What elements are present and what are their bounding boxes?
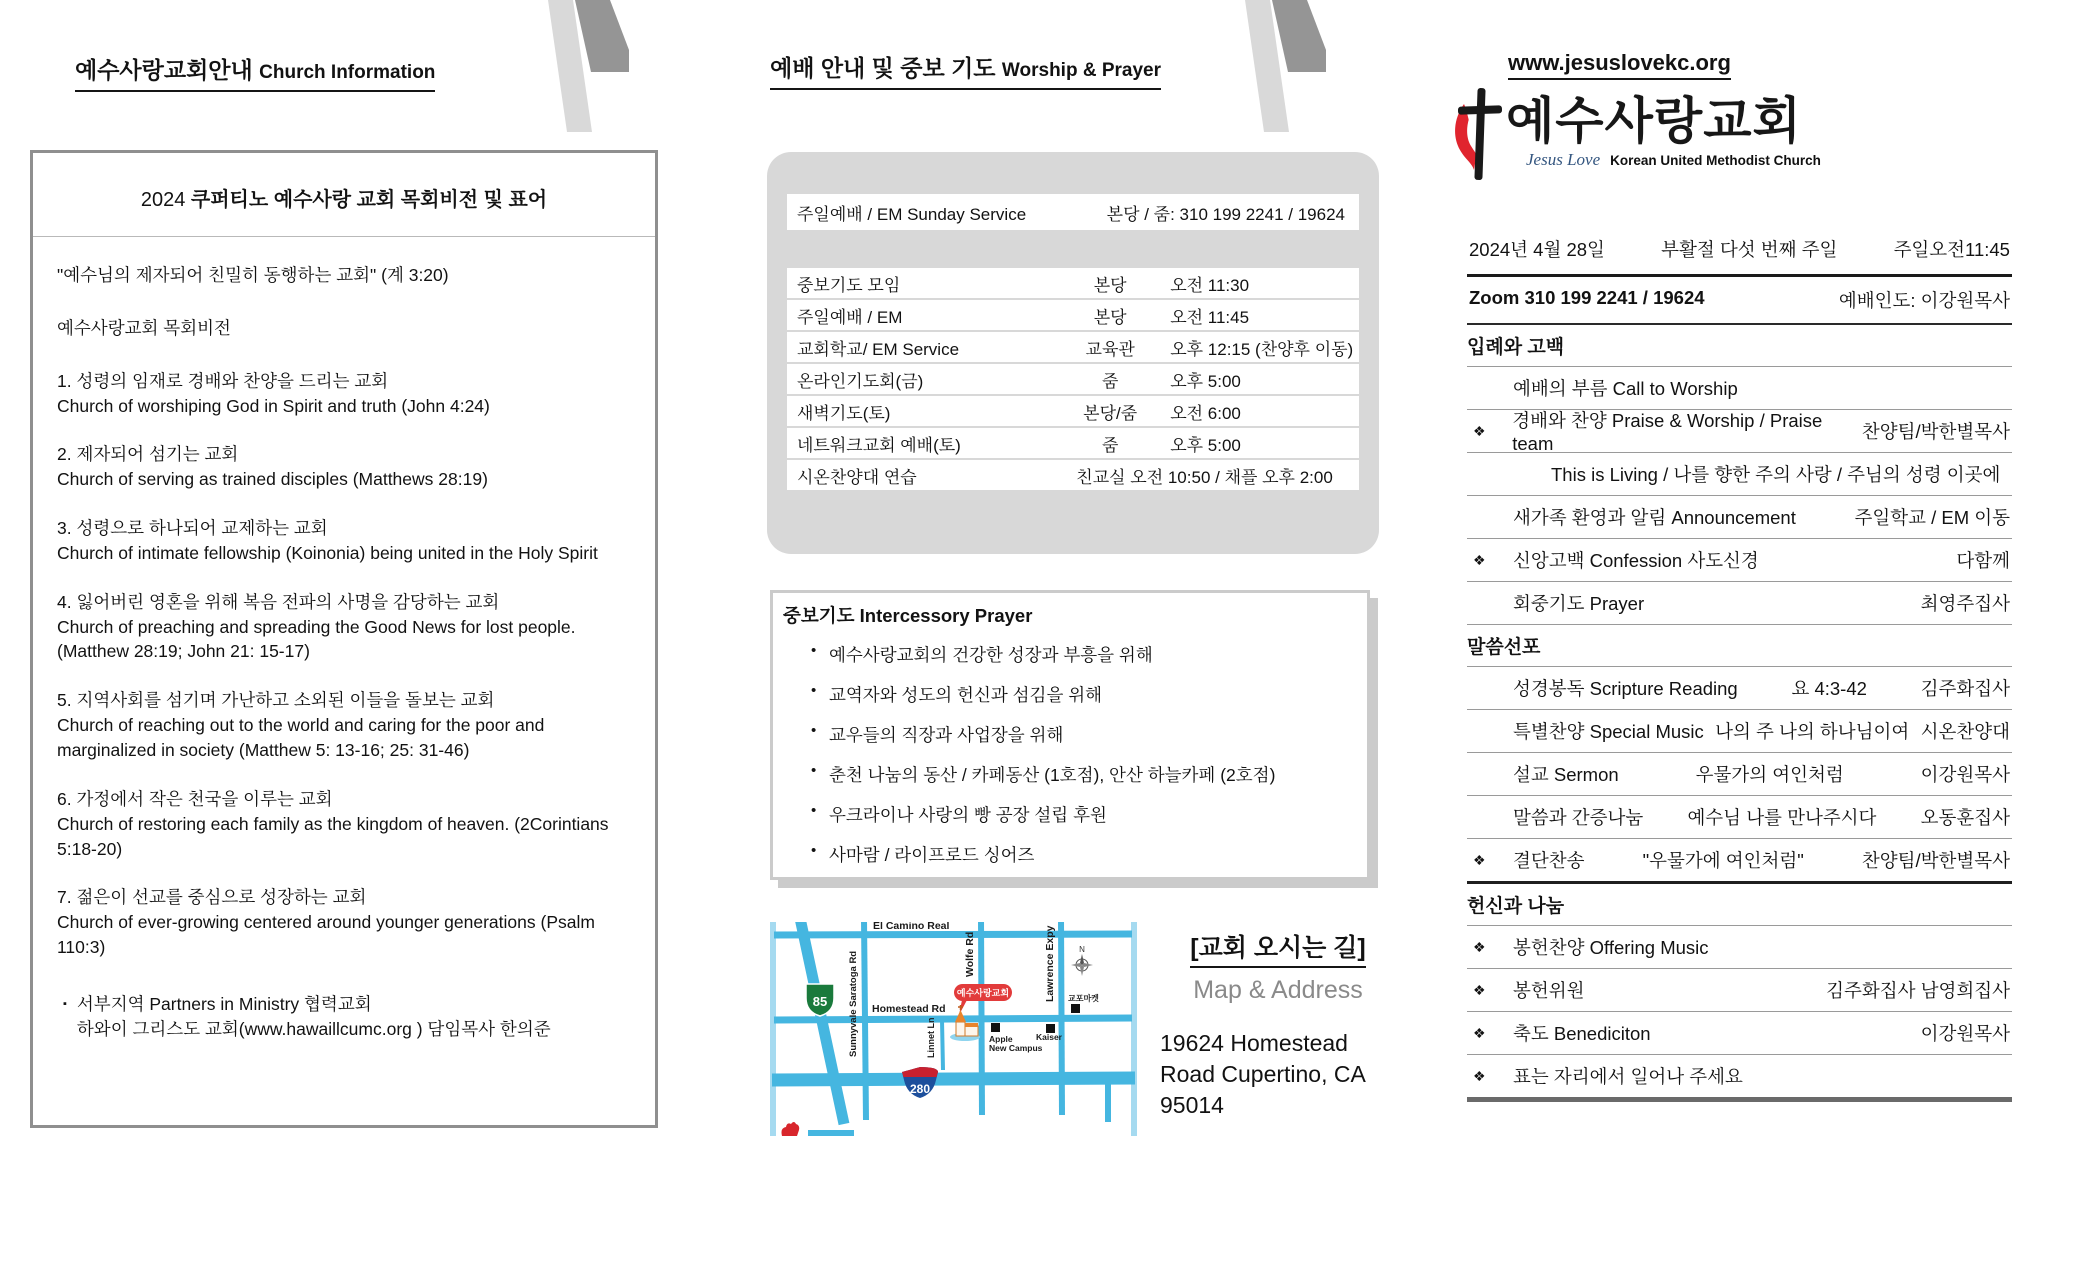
worship-row-left: 축도 Benediciton <box>1513 1023 1651 1044</box>
square-bullet-icon: ▪ <box>63 997 67 1010</box>
partner-note <box>57 992 633 1042</box>
worship-row-right: 김주화집사 <box>1920 678 2010 699</box>
svg-text:N: N <box>1079 945 1085 954</box>
worship-row-left: 말씀과 간증나눔 <box>1513 807 1644 828</box>
church-map <box>770 922 1140 1136</box>
worship-row-right: 이강원목사 <box>1920 764 2010 785</box>
svg-text:Lawrence Expy: Lawrence Expy <box>1044 925 1056 1002</box>
schedule-row <box>787 396 1359 426</box>
prayer-item: • 사마람 / 라이프로드 싱어즈 <box>829 842 1357 867</box>
vision-item-en: Church of preaching and spreading the Good News for lost people. (Matthew 28:19; John 21: 15-17) <box>57 616 576 662</box>
worship-row-right: 시온찬양대 <box>1920 721 2010 742</box>
worship-row <box>1467 582 2012 625</box>
vision-item-en: Church of intimate fellowship (Koinonia) being united in the Holy Spirit <box>57 542 598 563</box>
worship-row <box>1467 453 2012 496</box>
vision-item <box>57 688 633 763</box>
schedule-time: 오후 5:00 <box>1170 371 1241 391</box>
logo-script-text: Jesus Love <box>1526 150 1601 169</box>
church-logo <box>1450 86 1821 182</box>
schedule-name: 시온찬양대 연습 <box>797 467 917 487</box>
svg-text:New Campus: New Campus <box>989 1043 1043 1053</box>
schedule-place: 본당 <box>1093 275 1127 295</box>
church-address <box>1160 1028 1395 1121</box>
worship-leader: 예배인도: 이강원목사 <box>1838 290 2010 311</box>
svg-text:280: 280 <box>909 1082 931 1096</box>
map-heading-en: Map & Address <box>1193 976 1363 1004</box>
worship-row <box>1467 796 2012 839</box>
worship-row-right: 주일학교 / EM 이동 <box>1854 507 2010 528</box>
vision-item-en: Church of reaching out to the world and caring for the poor and marginalized in society (Matthew 5: 13-16; 25: 31-46) <box>57 715 545 760</box>
cross-bullet-icon: ❖ <box>1473 422 1486 439</box>
vision-box <box>30 150 658 1128</box>
svg-text:Apple: Apple <box>989 1034 1013 1044</box>
schedule-time: 오후 12:15 (찬양후 이동) <box>1170 339 1354 359</box>
vision-item-en: Church of serving as trained disciples (Matthews 28:19) <box>57 469 488 490</box>
zoom-info-row <box>1467 277 2012 323</box>
intercessory-prayer-box <box>770 590 1370 880</box>
worship-row-left: 경배와 찬양 Praise & Worship / Praise team <box>1512 410 1823 454</box>
schedule-place: 줌 <box>1101 435 1119 455</box>
schedule-time: 오전 6:00 <box>1170 403 1241 423</box>
schedule-header-left: 주일예배 / EM Sunday Service <box>797 204 1027 224</box>
left-header-en: Church Information <box>259 62 436 83</box>
worship-section-title: 헌신과 나눔 <box>1467 884 2012 926</box>
logo-subtitle <box>1526 150 1821 170</box>
svg-text:예수사랑교회: 예수사랑교회 <box>956 988 1010 998</box>
worship-row <box>1467 410 2012 453</box>
vision-body <box>33 237 655 1042</box>
middle-header-en: Worship & Prayer <box>1001 60 1162 81</box>
svg-text:Wolfe Rd: Wolfe Rd <box>964 931 976 977</box>
worship-row-center: 나의 주 나의 하나님이여 <box>1715 721 1910 742</box>
schedule-header-row <box>787 194 1359 230</box>
schedule-name: 교회학교/ EM Service <box>797 339 960 359</box>
left-header-ko: 예수사랑교회안내 <box>75 57 260 83</box>
partner-line1: 서부지역 Partners in Ministry 협력교회 <box>76 993 372 1014</box>
service-date: 2024년 4월 28일 <box>1469 239 1605 260</box>
map-heading-ko: [교회 오시는 길] <box>1190 928 1365 968</box>
svg-text:85: 85 <box>812 994 828 1009</box>
worship-row <box>1467 753 2012 796</box>
worship-row-right: 최영주집사 <box>1920 593 2010 614</box>
apple-campus-marker <box>991 1023 1000 1032</box>
svg-text:Linnet Ln: Linnet Ln <box>926 1017 936 1058</box>
address-line1: 19624 Homestead <box>1160 1030 1348 1056</box>
worship-section-title: 말씀선포 <box>1467 625 2012 667</box>
schedule-row <box>787 428 1359 458</box>
prayer-item: • 교우들의 직장과 사업장을 위해 <box>829 722 1357 747</box>
schedule-name: 중보기도 모임 <box>797 275 901 295</box>
prayer-item: • 예수사랑교회의 건강한 성장과 부흥을 위해 <box>829 642 1357 667</box>
order-of-worship <box>1467 232 2012 1102</box>
worship-row-left: 신앙고백 Confession 사도신경 <box>1513 550 1759 571</box>
schedule-time: 오전 11:30 <box>1170 275 1250 295</box>
vision-item <box>57 885 633 960</box>
worship-sections <box>1467 325 2012 1102</box>
worship-row <box>1467 926 2012 969</box>
vision-box-title-text: 쿠퍼티노 예수사랑 교회 목회비전 및 표어 <box>190 189 548 211</box>
worship-row-right: 오동훈집사 <box>1920 807 2010 828</box>
worship-row-right: 찬양팀/박한별목사 <box>1861 421 2010 442</box>
worship-row-left: 표는 자리에서 일어나 주세요 <box>1513 1066 1743 1087</box>
cross-bullet-icon: ❖ <box>1473 981 1486 998</box>
schedule-time: 오후 5:00 <box>1170 435 1241 455</box>
worship-row <box>1467 1012 2012 1055</box>
vision-list <box>57 369 633 960</box>
service-time: 주일오전11:45 <box>1893 239 2010 260</box>
schedule-rows <box>787 268 1359 490</box>
vision-item-en: Church of restoring each family as the kingdom of heaven. (2Corintians 5:18-20) <box>57 813 609 859</box>
prayer-item: • 춘천 나눔의 동산 / 카페동산 (1호점), 안산 하늘카페 (2호점) <box>829 762 1357 787</box>
schedule-place: 교육관 <box>1085 339 1135 359</box>
logo-denomination: Korean United Methodist Church <box>1610 153 1821 168</box>
worship-row-center: 우물가의 여인처럼 <box>1695 764 1844 785</box>
schedule-row <box>787 300 1359 330</box>
worship-row-left: 특별찬양 Special Music <box>1513 721 1704 742</box>
schedule-place-time: 친교실 오전 10:50 / 채플 오후 2:00 <box>1076 467 1333 487</box>
schedule-name: 네트워크교회 예배(토) <box>797 435 961 455</box>
prayer-item: • 교역자와 성도의 헌신과 섬김을 위해 <box>829 682 1357 707</box>
vision-item-en: Church of worshiping God in Spirit and truth (John 4:24) <box>57 395 490 416</box>
vision-item-ko: 4. 잃어버린 영혼을 위해 복음 전파의 사명을 감당하는 교회 <box>57 591 500 612</box>
worship-row-right: 다함께 <box>1956 550 2010 571</box>
schedule-row <box>787 364 1359 394</box>
worship-row-center: 요 4:3-42 <box>1791 678 1867 699</box>
vision-box-title <box>33 153 655 237</box>
schedule-place: 본당 <box>1093 307 1127 327</box>
worship-row-left: 결단찬송 <box>1513 850 1585 871</box>
cross-bullet-icon: ❖ <box>1473 938 1486 955</box>
cross-bullet-icon: ❖ <box>1473 551 1486 568</box>
svg-text:Kaiser: Kaiser <box>1036 1032 1062 1042</box>
vision-item-ko: 7. 젊은이 선교를 중심으로 성장하는 교회 <box>57 887 367 908</box>
worship-row <box>1467 496 2012 539</box>
vision-item <box>57 516 633 566</box>
partner-text <box>77 992 551 1042</box>
schedule-place: 줌 <box>1101 371 1119 391</box>
svg-text:Homestead Rd: Homestead Rd <box>872 1003 946 1015</box>
cross-bullet-icon: ❖ <box>1473 851 1486 868</box>
worship-row-left: 성경봉독 Scripture Reading <box>1513 678 1738 699</box>
prayer-list <box>773 642 1367 867</box>
worship-row <box>1467 1055 2012 1102</box>
worship-row-left: 회중기도 Prayer <box>1513 593 1645 614</box>
worship-row <box>1467 710 2012 753</box>
svg-text:El Camino Real: El Camino Real <box>873 922 950 932</box>
vision-item-ko: 3. 성령으로 하나되어 교제하는 교회 <box>57 518 328 539</box>
map-address-heading <box>1148 928 1408 1005</box>
church-name: 예수사랑교회 <box>1506 93 1802 149</box>
schedule-row <box>787 332 1359 362</box>
worship-row-right: 이강원목사 <box>1920 1023 2010 1044</box>
vision-item-ko: 2. 제자되어 섬기는 교회 <box>57 444 239 465</box>
highway-85-shield <box>806 984 834 1016</box>
worship-row-left: 설교 Sermon <box>1513 764 1619 785</box>
service-occasion: 부활절 다섯 번째 주일 <box>1661 239 1838 260</box>
vision-item <box>57 442 633 492</box>
vision-item-ko: 6. 가정에서 작은 천국을 이루는 교회 <box>57 788 333 809</box>
cross-bullet-icon: ❖ <box>1473 1067 1486 1084</box>
worship-row-left: 예배의 부름 Call to Worship <box>1513 378 1738 399</box>
worship-row-right: 김주화집사 남영희집사 <box>1826 980 2010 1001</box>
cross-and-flame-icon <box>1450 86 1506 182</box>
schedule-row <box>787 268 1359 298</box>
schedule-header-right: 본당 / 줌: 310 199 2241 / 19624 <box>1106 204 1345 224</box>
worship-row <box>1467 839 2012 884</box>
svg-text:Sunnyvale Saratoga Rd: Sunnyvale Saratoga Rd <box>848 950 859 1057</box>
vision-heading: 예수사랑교회 목회비전 <box>57 317 231 338</box>
middle-header-ko: 예배 안내 및 중보 기도 <box>770 55 1002 81</box>
fold-mark-right <box>1240 0 1340 132</box>
worship-row-right: 찬양팀/박한별목사 <box>1861 850 2010 871</box>
middle-column-header <box>770 50 1161 90</box>
vision-item <box>57 787 633 862</box>
address-line2: Road Cupertino, CA <box>1160 1061 1366 1088</box>
worship-section-title: 입례와 고백 <box>1467 325 2012 367</box>
schedule-name: 주일예배 / EM <box>797 307 903 327</box>
zoom-info: Zoom 310 199 2241 / 19624 <box>1469 287 1705 308</box>
schedule-row <box>787 460 1359 490</box>
service-schedule-box <box>767 152 1379 554</box>
worship-row <box>1467 667 2012 710</box>
prayer-item: • 우크라이나 사랑의 빵 공장 설립 후원 <box>829 802 1357 827</box>
worship-row-left: 봉헌위원 <box>1513 980 1585 1001</box>
service-date-row <box>1467 232 2012 274</box>
worship-row-center: "우물가에 여인처럼" <box>1642 850 1804 871</box>
address-line3: 95014 <box>1160 1092 1224 1119</box>
market-marker <box>1071 1004 1080 1013</box>
vision-item-ko: 1. 성령의 임재로 경배와 찬양을 드리는 교회 <box>57 370 389 391</box>
worship-row-left: This is Living / 나를 향한 주의 사랑 / 주님의 성령 이곳에 <box>1551 464 2001 485</box>
worship-row <box>1467 539 2012 582</box>
worship-row <box>1467 969 2012 1012</box>
partner-line2: 하와이 그리스도 교회(www.hawaillcumc.org ) 담임목사 한의준 <box>76 1018 551 1039</box>
schedule-name: 온라인기도회(금) <box>797 371 924 391</box>
svg-text:교포마켓: 교포마켓 <box>1068 994 1099 1003</box>
cross-bullet-icon: ❖ <box>1473 1024 1486 1041</box>
vision-item <box>57 369 633 419</box>
website-link[interactable]: www.jesuslovekc.org <box>1508 50 1731 80</box>
worship-row <box>1467 367 2012 410</box>
worship-row-left: 새가족 환영과 알림 Announcement <box>1513 507 1796 528</box>
schedule-time: 오전 11:45 <box>1170 307 1250 327</box>
left-column-header <box>75 52 435 92</box>
schedule-place: 본당/줌 <box>1083 403 1138 423</box>
map-graphic <box>770 922 1140 1136</box>
vision-item-ko: 5. 지역사회를 섬기며 가난하고 소외된 이들을 돌보는 교회 <box>57 690 495 711</box>
vision-box-year: 2024 <box>140 189 191 211</box>
worship-row-center: 예수님 나를 만나주시다 <box>1687 807 1877 828</box>
fold-mark-left <box>543 0 643 132</box>
church-motto: "예수님의 제자되어 친밀히 동행하는 교회" (계 3:20) <box>57 265 449 285</box>
vision-item-en: Church of ever-growing centered around younger generations (Psalm 110:3) <box>57 912 595 958</box>
vision-item <box>57 590 633 665</box>
schedule-name: 새벽기도(토) <box>797 403 891 423</box>
prayer-title: 중보기도 Intercessory Prayer <box>783 605 1033 626</box>
worship-row-left: 봉헌찬양 Offering Music <box>1513 937 1709 958</box>
